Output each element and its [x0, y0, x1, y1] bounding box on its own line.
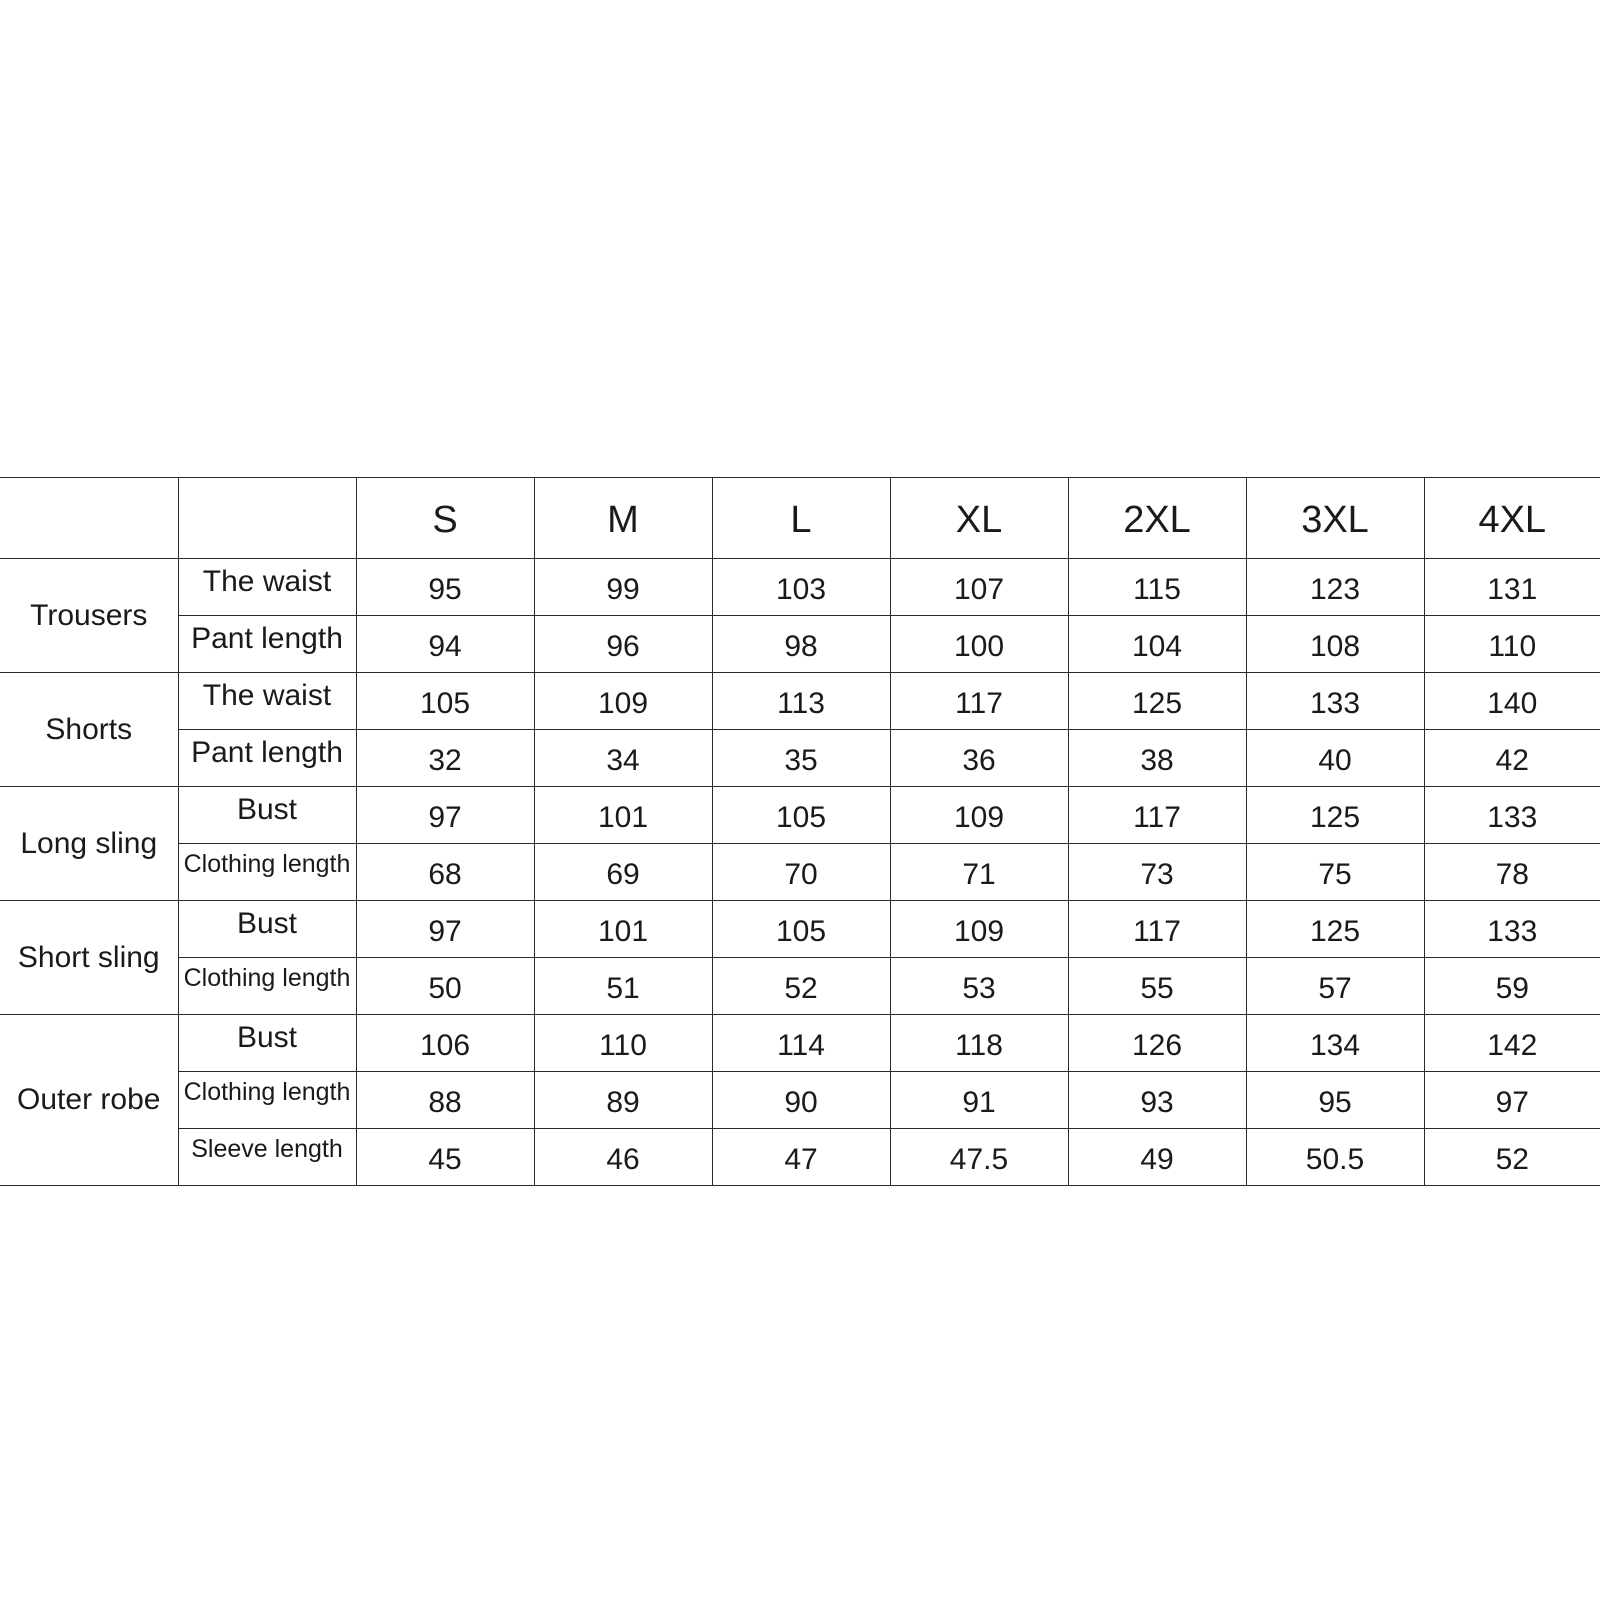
measurement-label-cell: Bust	[178, 901, 356, 958]
value-cell: 100	[890, 616, 1068, 673]
value-cell: 50.5	[1246, 1129, 1424, 1186]
size-chart-body	[0, 478, 1600, 1186]
value-cell: 101	[534, 787, 712, 844]
value-cell: 71	[890, 844, 1068, 901]
value-cell: 96	[534, 616, 712, 673]
value-cell: 73	[1068, 844, 1246, 901]
value-cell: 133	[1424, 901, 1600, 958]
value-cell: 99	[534, 559, 712, 616]
value-cell: 90	[712, 1072, 890, 1129]
value-cell: 35	[712, 730, 890, 787]
value-cell: 59	[1424, 958, 1600, 1015]
value-cell: 51	[534, 958, 712, 1015]
table-row	[0, 1129, 1600, 1186]
value-cell: 133	[1424, 787, 1600, 844]
value-cell: 131	[1424, 559, 1600, 616]
value-cell: 140	[1424, 673, 1600, 730]
measurement-label-cell: Sleeve length	[178, 1129, 356, 1186]
measurement-label-cell: Bust	[178, 787, 356, 844]
value-cell: 95	[356, 559, 534, 616]
value-cell: 123	[1246, 559, 1424, 616]
value-cell: 117	[1068, 787, 1246, 844]
size-chart-table	[0, 477, 1600, 1186]
value-cell: 117	[1068, 901, 1246, 958]
value-cell: 98	[712, 616, 890, 673]
value-cell: 34	[534, 730, 712, 787]
value-cell: 125	[1246, 787, 1424, 844]
value-cell: 125	[1068, 673, 1246, 730]
table-row	[0, 730, 1600, 787]
measurement-label-cell: The waist	[178, 673, 356, 730]
value-cell: 78	[1424, 844, 1600, 901]
table-row	[0, 958, 1600, 1015]
value-cell: 108	[1246, 616, 1424, 673]
value-cell: 109	[890, 787, 1068, 844]
category-cell: Short sling	[0, 901, 178, 1015]
value-cell: 103	[712, 559, 890, 616]
measurement-label-cell: Clothing length	[178, 844, 356, 901]
value-cell: 52	[1424, 1129, 1600, 1186]
value-cell: 118	[890, 1015, 1068, 1072]
value-cell: 70	[712, 844, 890, 901]
value-cell: 142	[1424, 1015, 1600, 1072]
value-cell: 110	[1424, 616, 1600, 673]
table-row	[0, 844, 1600, 901]
value-cell: 104	[1068, 616, 1246, 673]
value-cell: 125	[1246, 901, 1424, 958]
table-row	[0, 901, 1600, 958]
measurement-label-cell: Bust	[178, 1015, 356, 1072]
measurement-label-cell: Clothing length	[178, 1072, 356, 1129]
value-cell: 88	[356, 1072, 534, 1129]
value-cell: 126	[1068, 1015, 1246, 1072]
value-cell: 32	[356, 730, 534, 787]
blank-header-cell	[178, 478, 356, 559]
value-cell: 47.5	[890, 1129, 1068, 1186]
category-cell: Trousers	[0, 559, 178, 673]
size-header-cell: M	[534, 478, 712, 559]
value-cell: 55	[1068, 958, 1246, 1015]
size-header-cell: 4XL	[1424, 478, 1600, 559]
value-cell: 101	[534, 901, 712, 958]
table-row	[0, 1072, 1600, 1129]
value-cell: 109	[890, 901, 1068, 958]
value-cell: 75	[1246, 844, 1424, 901]
value-cell: 105	[712, 901, 890, 958]
measurement-label-cell: The waist	[178, 559, 356, 616]
category-cell: Shorts	[0, 673, 178, 787]
value-cell: 117	[890, 673, 1068, 730]
size-header-row	[0, 478, 1600, 559]
value-cell: 53	[890, 958, 1068, 1015]
value-cell: 68	[356, 844, 534, 901]
table-row	[0, 616, 1600, 673]
size-header-cell: L	[712, 478, 890, 559]
value-cell: 50	[356, 958, 534, 1015]
value-cell: 91	[890, 1072, 1068, 1129]
measurement-label-cell: Pant length	[178, 616, 356, 673]
size-header-cell: XL	[890, 478, 1068, 559]
value-cell: 113	[712, 673, 890, 730]
category-cell: Outer robe	[0, 1015, 178, 1186]
value-cell: 69	[534, 844, 712, 901]
value-cell: 97	[356, 901, 534, 958]
table-row	[0, 673, 1600, 730]
table-row	[0, 559, 1600, 616]
value-cell: 97	[356, 787, 534, 844]
value-cell: 134	[1246, 1015, 1424, 1072]
value-cell: 38	[1068, 730, 1246, 787]
value-cell: 42	[1424, 730, 1600, 787]
value-cell: 47	[712, 1129, 890, 1186]
blank-header-cell	[0, 478, 178, 559]
value-cell: 95	[1246, 1072, 1424, 1129]
value-cell: 107	[890, 559, 1068, 616]
value-cell: 94	[356, 616, 534, 673]
value-cell: 52	[712, 958, 890, 1015]
table-row	[0, 787, 1600, 844]
table-row	[0, 1015, 1600, 1072]
size-header-cell: 2XL	[1068, 478, 1246, 559]
value-cell: 97	[1424, 1072, 1600, 1129]
measurement-label-cell: Pant length	[178, 730, 356, 787]
value-cell: 105	[356, 673, 534, 730]
size-header-cell: S	[356, 478, 534, 559]
value-cell: 133	[1246, 673, 1424, 730]
value-cell: 115	[1068, 559, 1246, 616]
value-cell: 36	[890, 730, 1068, 787]
value-cell: 46	[534, 1129, 712, 1186]
value-cell: 114	[712, 1015, 890, 1072]
category-cell: Long sling	[0, 787, 178, 901]
value-cell: 93	[1068, 1072, 1246, 1129]
value-cell: 89	[534, 1072, 712, 1129]
value-cell: 49	[1068, 1129, 1246, 1186]
value-cell: 105	[712, 787, 890, 844]
value-cell: 109	[534, 673, 712, 730]
value-cell: 45	[356, 1129, 534, 1186]
value-cell: 106	[356, 1015, 534, 1072]
value-cell: 40	[1246, 730, 1424, 787]
measurement-label-cell: Clothing length	[178, 958, 356, 1015]
size-header-cell: 3XL	[1246, 478, 1424, 559]
value-cell: 110	[534, 1015, 712, 1072]
value-cell: 57	[1246, 958, 1424, 1015]
